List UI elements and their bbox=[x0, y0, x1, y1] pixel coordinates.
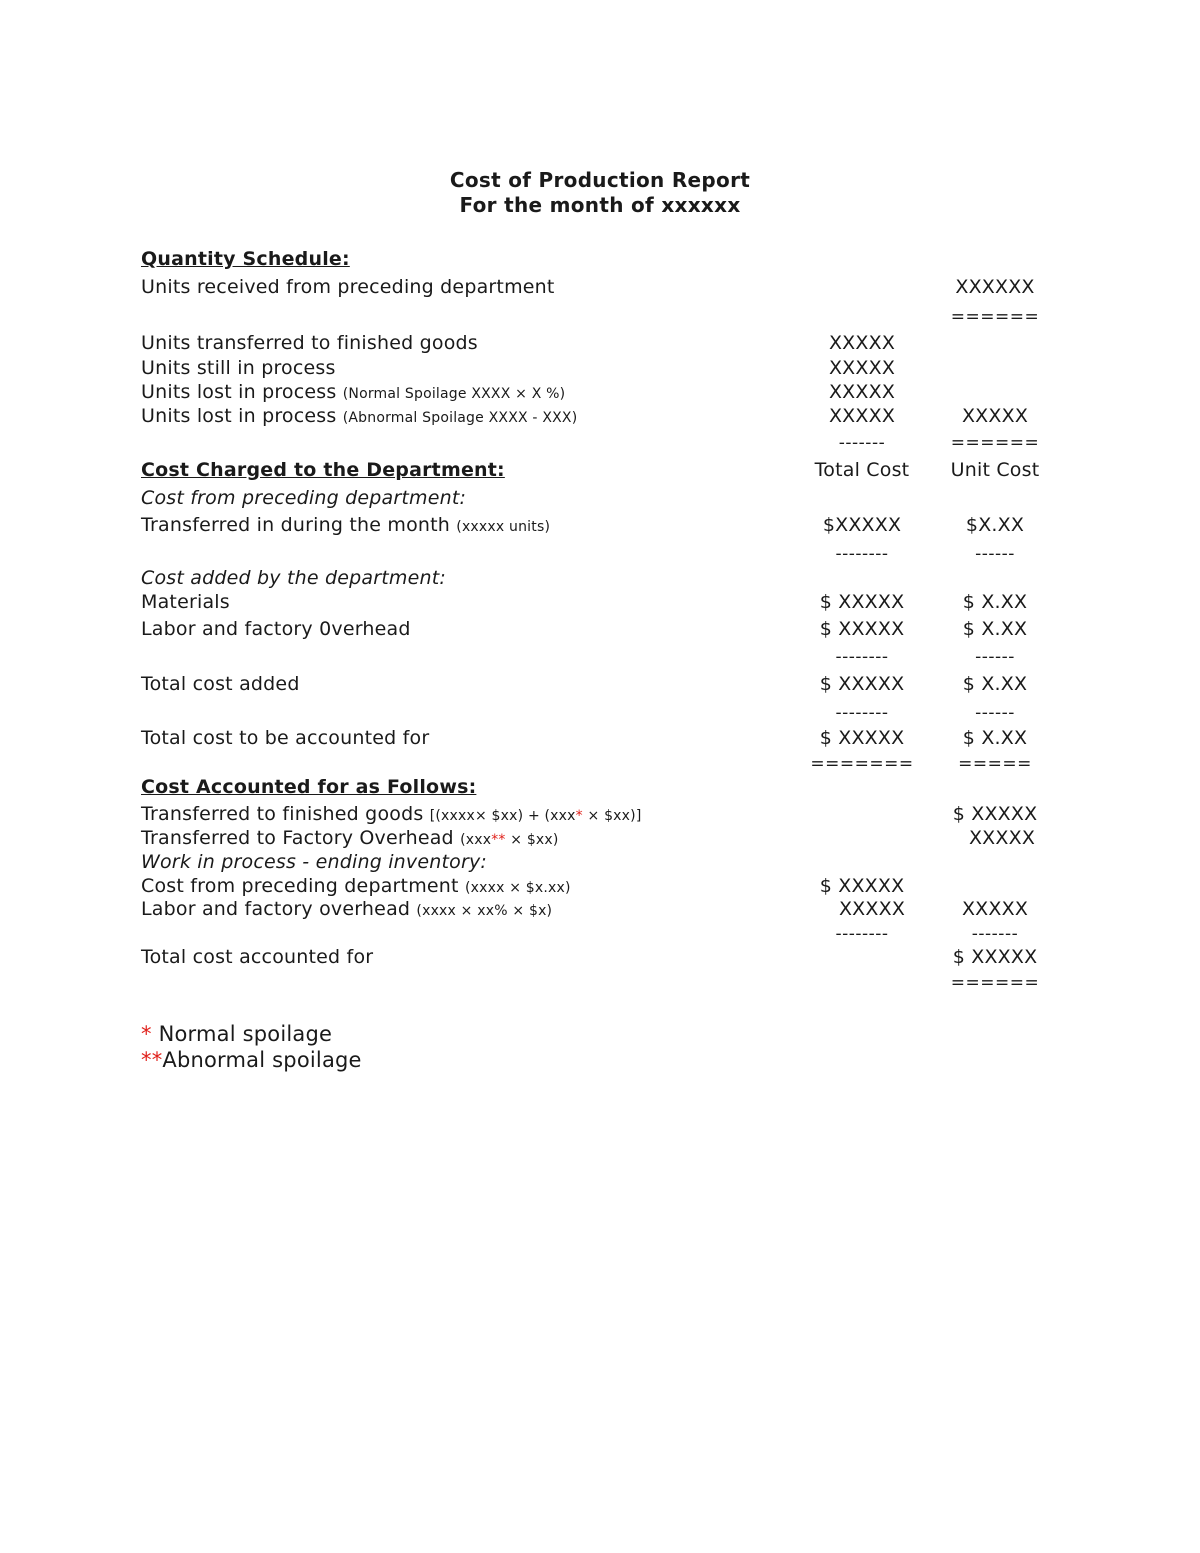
note-text: (xxx bbox=[460, 832, 492, 848]
quantity-schedule-heading: Quantity Schedule: bbox=[141, 248, 350, 270]
total-accounted-value: $ XXXXX bbox=[952, 946, 1038, 968]
single-rule: ------ bbox=[975, 647, 1015, 667]
total-to-account-unit: $ X.XX bbox=[962, 727, 1028, 749]
normal-spoilage-note: (Normal Spoilage XXXX × X %) bbox=[342, 386, 566, 402]
abnormal-spoilage-note: (Abnormal Spoilage XXXX - XXX) bbox=[342, 410, 578, 426]
units-transferred-label: Units transferred to finished goods bbox=[141, 332, 478, 354]
asterisk-marker: * bbox=[575, 808, 583, 824]
materials-unit: $ X.XX bbox=[962, 591, 1028, 613]
transferred-in-unit: $X.XX bbox=[965, 514, 1025, 536]
units-lost-abnormal-row bbox=[141, 405, 577, 429]
units-received-value: XXXXXX bbox=[955, 276, 1035, 298]
total-cost-added-total: $ XXXXX bbox=[819, 673, 905, 695]
units-still-label: Units still in process bbox=[141, 357, 336, 379]
units-accounted-total: XXXXX bbox=[961, 405, 1029, 427]
units-transferred-value: XXXXX bbox=[828, 332, 896, 354]
cost-charged-heading: Cost Charged to the Department: bbox=[141, 459, 505, 481]
transferred-fg-label: Transferred to finished goods bbox=[141, 803, 424, 825]
transferred-in-row bbox=[141, 514, 550, 538]
cost-preceding-label: Cost from preceding department bbox=[141, 875, 459, 897]
single-rule: ------ bbox=[975, 544, 1015, 564]
unit-cost-column-header: Unit Cost bbox=[950, 459, 1040, 481]
total-cost-added-label: Total cost added bbox=[141, 673, 300, 695]
materials-label: Materials bbox=[141, 591, 230, 613]
single-rule: -------- bbox=[835, 544, 889, 564]
transferred-fg-row bbox=[141, 803, 641, 827]
labor-overhead-wip-total: XXXXX bbox=[838, 898, 906, 920]
transferred-fo-label: Transferred to Factory Overhead bbox=[141, 827, 454, 849]
footnote-abnormal bbox=[141, 1049, 362, 1071]
total-accounted-label: Total cost accounted for bbox=[141, 946, 374, 968]
labor-overhead-wip-label: Labor and factory overhead bbox=[141, 898, 411, 920]
units-received-label: Units received from preceding department bbox=[141, 276, 555, 298]
double-rule: ======= bbox=[810, 754, 914, 774]
transferred-in-total: $XXXXX bbox=[822, 514, 902, 536]
footnote-abnormal-text: Abnormal spoilage bbox=[162, 1048, 362, 1072]
single-rule: ------- bbox=[838, 433, 886, 453]
double-rule: ====== bbox=[950, 433, 1040, 453]
single-rule: -------- bbox=[835, 703, 889, 723]
report-title: Cost of Production Report bbox=[449, 168, 751, 192]
footnote-normal bbox=[141, 1023, 332, 1045]
total-to-account-label: Total cost to be accounted for bbox=[141, 727, 430, 749]
units-lost-label: Units lost in process bbox=[141, 381, 337, 403]
labor-overhead-label: Labor and factory 0verhead bbox=[141, 618, 411, 640]
labor-overhead-total: $ XXXXX bbox=[819, 618, 905, 640]
total-cost-column-header: Total Cost bbox=[814, 459, 910, 481]
total-cost-added-unit: $ X.XX bbox=[962, 673, 1028, 695]
double-rule: ====== bbox=[950, 973, 1040, 993]
cost-preceding-row bbox=[141, 875, 571, 899]
preceding-dept-subheading: Cost from preceding department: bbox=[141, 487, 467, 509]
single-rule: ------- bbox=[971, 924, 1019, 944]
note-text: × $xx)] bbox=[582, 808, 642, 824]
labor-overhead-wip-row bbox=[141, 898, 552, 922]
units-lost-abnormal-value: XXXXX bbox=[828, 405, 896, 427]
transferred-fg-value: $ XXXXX bbox=[952, 803, 1038, 825]
double-asterisk-marker: ** bbox=[141, 1048, 163, 1072]
total-to-account-total: $ XXXXX bbox=[819, 727, 905, 749]
wip-subtotal: XXXXX bbox=[961, 898, 1029, 920]
units-lost-normal-value: XXXXX bbox=[828, 381, 896, 403]
note-text: × $xx) bbox=[505, 832, 559, 848]
units-still-value: XXXXX bbox=[828, 357, 896, 379]
double-asterisk-marker: ** bbox=[491, 832, 506, 848]
report-subtitle: For the month of xxxxxx bbox=[459, 193, 741, 217]
single-rule: ------ bbox=[975, 703, 1015, 723]
materials-total: $ XXXXX bbox=[819, 591, 905, 613]
transferred-fo-note bbox=[460, 832, 559, 848]
labor-overhead-unit: $ X.XX bbox=[962, 618, 1028, 640]
cost-preceding-total: $ XXXXX bbox=[819, 875, 905, 897]
transferred-fo-row bbox=[141, 827, 559, 851]
transferred-fg-note bbox=[430, 808, 642, 824]
single-rule: -------- bbox=[835, 924, 889, 944]
cost-preceding-note: (xxxx × $x.xx) bbox=[464, 880, 571, 896]
units-lost-label: Units lost in process bbox=[141, 405, 337, 427]
transferred-fo-value: XXXXX bbox=[968, 827, 1036, 849]
wip-subheading: Work in process - ending inventory: bbox=[141, 851, 488, 873]
labor-overhead-wip-note: (xxxx × xx% × $x) bbox=[416, 903, 553, 919]
single-rule: -------- bbox=[835, 647, 889, 667]
transferred-in-note: (xxxxx units) bbox=[456, 519, 551, 535]
double-rule: ====== bbox=[950, 307, 1040, 327]
added-by-dept-subheading: Cost added by the department: bbox=[141, 567, 447, 589]
cost-accounted-heading: Cost Accounted for as Follows: bbox=[141, 776, 477, 798]
transferred-in-label: Transferred in during the month bbox=[141, 514, 451, 536]
footnote-normal-text: Normal spoilage bbox=[151, 1022, 333, 1046]
double-rule: ===== bbox=[958, 754, 1032, 774]
note-text: [(xxxx× $xx) + (xxx bbox=[429, 808, 576, 824]
units-lost-normal-row bbox=[141, 381, 565, 405]
asterisk-marker: * bbox=[141, 1022, 152, 1046]
